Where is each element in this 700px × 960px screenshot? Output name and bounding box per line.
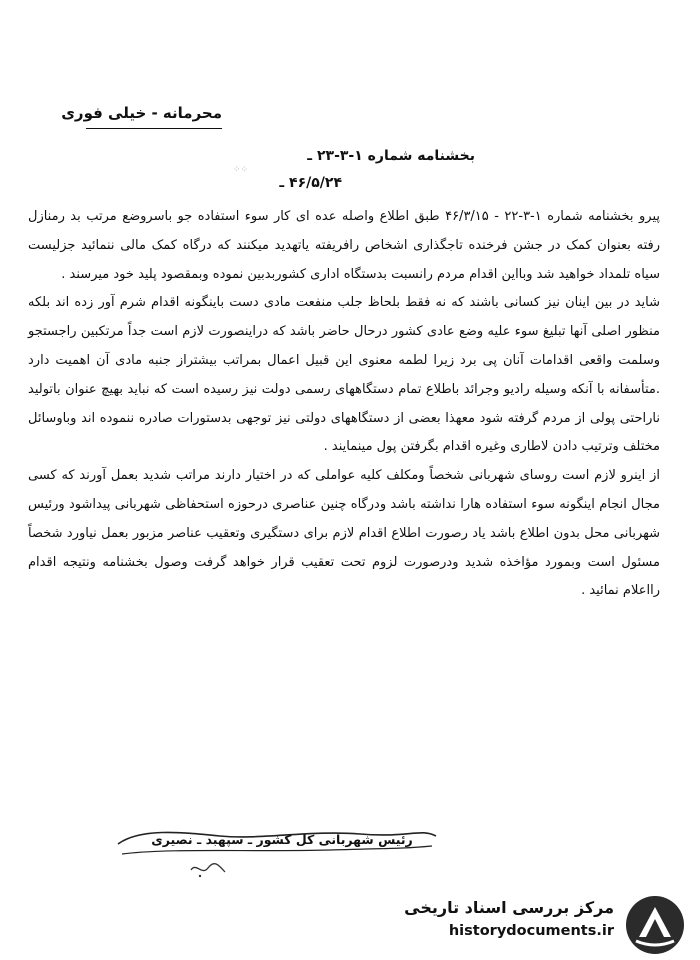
archive-url: historydocuments.ir (448, 923, 614, 939)
paragraph-2: شاید در بین اینان نیز کسانی باشند که نه فقط بلحاظ جلب منفعت مادی دست باینگونه اقدام شرم آور زده اند بلکه منظور اصلی آنها تبلیغ سوء علیه وضع عادی کشور درحال حاضر باشد که دراینصورت لازم است جداً مرتکبین راجستجو وسلمت واقعی اقدامات آنان پی برد زیرا لطمه معنوی این قبیل اعمال بمراتب بیشتراز جنبه مادی آن اهمیت دارد .متأسفانه با آنکه وسیله رادیو وجرائد باطلاع تمام دستگاههای رسمی دولت نیز رسیده است که نباید بهیچ عنوان باتولید ناراحتی پولی از مردم گرفته شود معهذا بعضی از دستگاههای دولتی نیز توجهی بدستورات صادره ننموده اند وباوسائل مختلف وترتیب دادن لاطاری وغیره اقدام بگرفتن پول مینمایند . (28, 295, 660, 455)
archive-logo-icon (622, 893, 688, 957)
circular-date: ۴۶/۵/۲۴ ـ (279, 175, 342, 191)
ink-smudge: ⁘⁘ (233, 165, 249, 175)
circular-number: بخشنامه شماره ۱-۳-۲۳ ـ (307, 148, 475, 164)
handwritten-initial (188, 858, 228, 880)
signature-line: رئیس شهربانی کل کشور ـ سپهبد ـ نصیری (151, 832, 413, 847)
paragraph-3: از اینرو لازم است روسای شهربانی شخصاً ومکلف کلیه عواملی که در اختیار دارند مراتب شدید بعمل آورند که کسی مجال انجام اینگونه سوء استفاده هارا نداشته باشد ودرگاه چنین عناصری درحوزه استحفاظی شهربانی پیداشود ورئیس شهربانی محل بدون اطلاع باشد یاد رصورت اطلاع اقدام لازم برای دستگیری وتعقیب عناصر مزبور بعمل نیاورد شخصاً مسئول است وبمورد مؤاخذه شدید ودرصورت لزوم تحت تعقیب قرار خواهد گرفت وصول بخشنامه ونتیجه اقدام رااعلام نمائید . (28, 468, 660, 599)
letter-body (28, 203, 660, 606)
classification-underline (86, 128, 222, 129)
paragraph-1: پیرو بخشنامه شماره ۱-۳-۲۲ - ۴۶/۳/۱۵ طبق اطلاع واصله عده ای کار سوء استفاده جو باسروضع مرتب بد رمنازل رفته بعنوان کمک در جشن فرخنده تاجگذاری اشخاص رافریفته یاتهدید میکنند که درگاه کمک مالی ننمائید جزلیست سیاه تلمداد خواهید شد وبااین اقدام مردم رانسبت بدستگاه اداری کشوربدبین نموده وبمقصود پلید خود میرسند . (28, 209, 660, 282)
classification-heading: محرمانه - خیلی فوری (61, 104, 222, 122)
archive-watermark (404, 898, 614, 939)
archive-name: مرکز بررسی اسناد تاریخی (404, 898, 614, 917)
